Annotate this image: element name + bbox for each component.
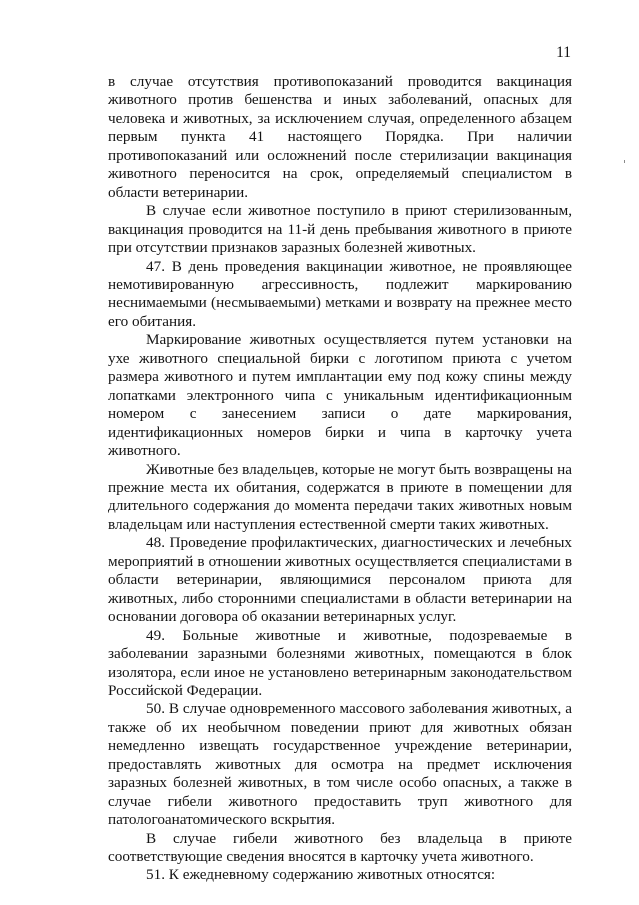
document-body <box>108 73 572 885</box>
paragraph-item-50: 50. В случае одновременного массового заболевания животных, а также об их необычном поведении приют для животных обязан немедленно извещать государственное учреждение ветеринарии, предоставлять животных для осмотра на предмет исключения заразных болезней животных, в том числе особо опасных, а также в случае гибели животного предоставить труп животного для патологоанатомического вскрытия. <box>108 700 572 829</box>
scan-speck <box>624 160 625 163</box>
paragraph-item-49: 49. Больные животные и животные, подозреваемые в заболевании заразными болезнями животных, помещаются в блок изолятора, если иное не установлено ветеринарным законодательством Российской Федерации. <box>108 626 572 699</box>
page-number: 11 <box>556 44 571 61</box>
paragraph-item-48: 48. Проведение профилактических, диагностических и лечебных мероприятий в отношении животных осуществляется специалистами в области ветеринарии, являющимися персоналом приюта для животных, либо сторонними специалистами в области ветеринарии на основании договора об оказании ветеринарных услуг. <box>108 534 572 626</box>
paragraph-item-51: 51. К ежедневному содержанию животных относятся: <box>146 866 496 884</box>
paragraph-item-47: 47. В день проведения вакцинации животное, не проявляющее немотивированную агрессивность, подлежит маркированию неснимаемыми (несмываемыми) метками и возврату на прежнее место его обитания. <box>108 257 572 330</box>
paragraph-long-term-keeping: Животные без владельцев, которые не могут быть возвращены на прежние места их обитания, содержатся в приюте в помещении для длительного содержания до момента передачи таких животных новым владельцам или наступления естественной смерти таких животных. <box>108 460 572 533</box>
paragraph-marking: Маркирование животных осуществляется путем установки на ухе животного специальной бирки с логотипом приюта с учетом размера животного и путем имплантации ему под кожу спины между лопатками электронного чипа с уникальным идентификационным номером с занесением записи о дате маркирования, идентификационных номеров бирки и чипа в карточку учета животного. <box>108 331 572 460</box>
paragraph-animal-death: В случае гибели животного без владельца в приюте соответствующие сведения вносятся в карточку учета животного. <box>108 829 572 866</box>
paragraph-sterilized-animal: В случае если животное поступило в приют стерилизованным, вакцинация проводится на 11-й день пребывания животного в приюте при отсутствии признаков заразных болезней животных. <box>108 202 572 257</box>
paragraph-vaccination-conditions: в случае отсутствия противопоказаний проводится вакцинация животного против бешенства и иных заболеваний, опасных для человека и животных, за исключением случая, определенного абзацем первым пункта 41 настоящего Порядка. При наличии противопоказаний или осложнений после стерилизации вакцинация животного переносится на срок, определяемый специалистом в области ветеринарии. <box>108 73 572 201</box>
